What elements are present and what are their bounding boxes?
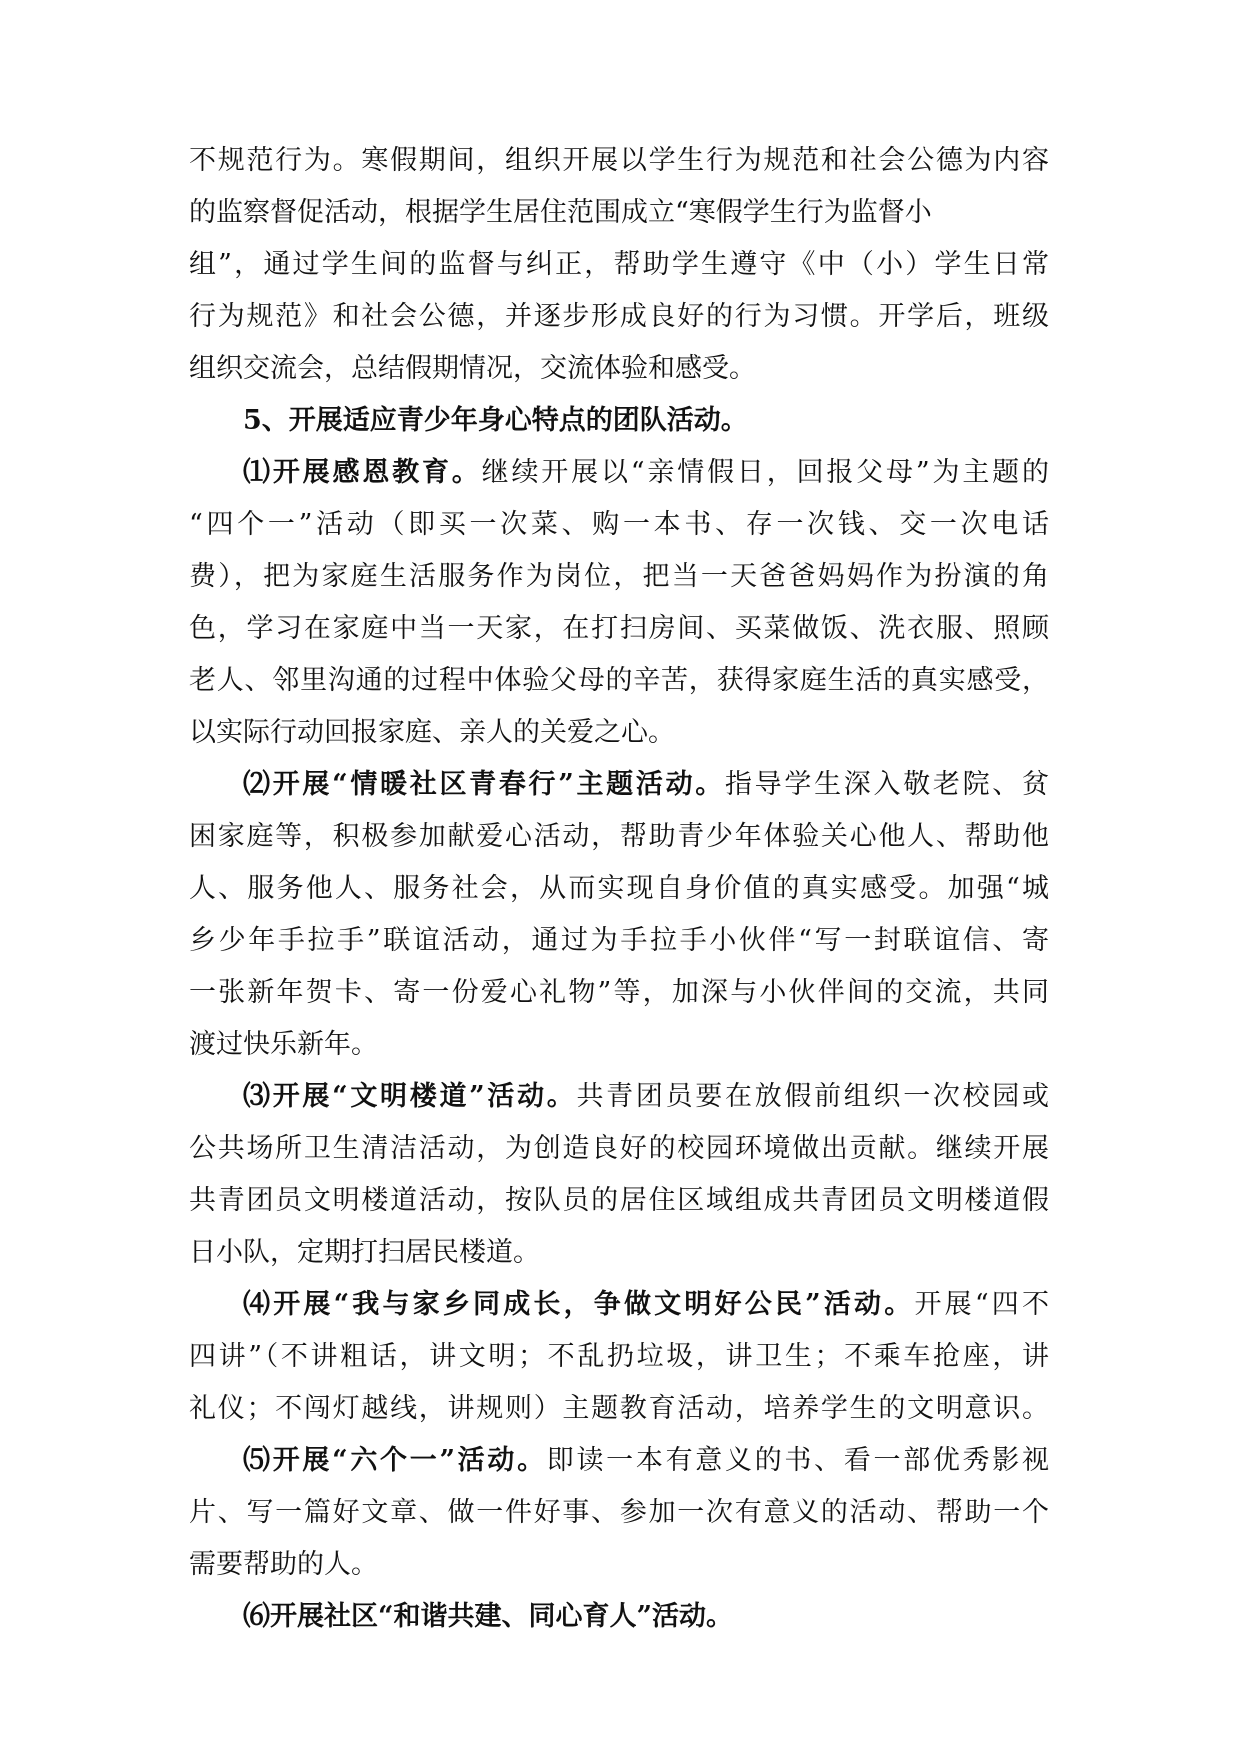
body-text: 费），把为家庭生活服务作为岗位，把当一天爸爸妈妈作为扮演的角	[189, 561, 1049, 592]
body-text: 需要帮助的人。	[189, 1549, 378, 1580]
text-line	[189, 1337, 1049, 1377]
text-line	[243, 453, 1049, 493]
body-text: 行为规范》和社会公德，并逐步形成良好的行为习惯。开学后，班级	[189, 301, 1049, 332]
text-line	[189, 1025, 1049, 1065]
body-text: 开展“四不	[914, 1289, 1049, 1320]
text-line	[189, 297, 1049, 337]
body-text: 困家庭等，积极参加献爱心活动，帮助青少年体验关心他人、帮助他	[189, 821, 1049, 852]
text-line	[189, 141, 1049, 181]
body-text: 指导学生深入敬老院、贫	[724, 769, 1049, 800]
bold-heading-text: ⑸开展“六个一”活动。	[243, 1445, 547, 1476]
text-line	[189, 817, 1049, 857]
body-text: 四讲”（不讲粗话，讲文明；不乱扔垃圾，讲卫生；不乘车抢座，讲	[189, 1341, 1049, 1372]
text-line	[243, 1285, 1049, 1325]
text-line	[243, 1597, 1049, 1637]
body-text: “四个一”活动（即买一次菜、购一本书、存一次钱、交一次电话	[189, 509, 1049, 540]
text-line	[189, 557, 1049, 597]
body-text: 渡过快乐新年。	[189, 1029, 378, 1060]
text-line	[189, 349, 1049, 389]
body-text: 乡少年手拉手”联谊活动，通过为手拉手小伙伴“写一封联谊信、寄	[189, 925, 1049, 956]
text-line	[189, 1545, 1049, 1585]
body-text: 礼仪；不闯灯越线，讲规则）主题教育活动，培养学生的文明意识。	[189, 1393, 1049, 1424]
text-line	[189, 1233, 1049, 1273]
body-text: 以实际行动回报家庭、亲人的关爱之心。	[189, 717, 675, 748]
body-text: 共青团员文明楼道活动，按队员的居住区域组成共青团员文明楼道假	[189, 1185, 1049, 1216]
bold-heading-text: ⑵开展“情暖社区青春行”主题活动。	[243, 769, 725, 800]
text-line	[189, 661, 1049, 701]
text-line	[189, 505, 1049, 545]
body-text: 一张新年贺卡、寄一份爱心礼物”等，加深与小伙伴间的交流，共同	[189, 977, 1049, 1008]
body-text: 公共场所卫生清洁活动，为创造良好的校园环境做出贡献。继续开展	[189, 1133, 1049, 1164]
text-line	[189, 245, 1049, 285]
text-line	[189, 1389, 1049, 1429]
text-line	[189, 713, 1049, 753]
body-text: 老人、邻里沟通的过程中体验父母的辛苦，获得家庭生活的真实感受，	[189, 665, 1049, 696]
text-line	[189, 609, 1049, 649]
text-line	[189, 869, 1049, 909]
text-line	[243, 1077, 1049, 1117]
body-text: 共青团员要在放假前组织一次校园或	[576, 1081, 1049, 1112]
text-line	[243, 401, 1049, 441]
text-line	[189, 1493, 1049, 1533]
bold-heading-text: ⑴开展感恩教育。	[243, 457, 482, 488]
text-line	[243, 765, 1049, 805]
body-text: 日小队，定期打扫居民楼道。	[189, 1237, 540, 1268]
body-text: 即读一本有意义的书、看一部优秀影视	[546, 1445, 1049, 1476]
body-text: 不规范行为。寒假期间，组织开展以学生行为规范和社会公德为内容	[189, 145, 1049, 176]
text-line	[189, 193, 1049, 233]
body-text: 组织交流会，总结假期情况，交流体验和感受。	[189, 353, 756, 384]
bold-heading-text: ⑷开展“我与家乡同成长，争做文明好公民”活动。	[243, 1289, 915, 1320]
bold-heading-text: 5、开展适应青少年身心特点的团队活动。	[243, 405, 748, 436]
body-text: 继续开展以“亲情假日，回报父母”为主题的	[481, 457, 1049, 488]
text-line	[189, 1181, 1049, 1221]
bold-heading-text: ⑹开展社区“和谐共建、同心育人”活动。	[243, 1601, 734, 1632]
text-line	[189, 1129, 1049, 1169]
body-text: 片、写一篇好文章、做一件好事、参加一次有意义的活动、帮助一个	[189, 1497, 1049, 1528]
text-line	[243, 1441, 1049, 1481]
text-line	[189, 921, 1049, 961]
bold-heading-text: ⑶开展“文明楼道”活动。	[243, 1081, 577, 1112]
body-text: 色，学习在家庭中当一天家，在打扫房间、买菜做饭、洗衣服、照顾	[189, 613, 1049, 644]
body-text: 的监察督促活动，根据学生居住范围成立“寒假学生行为监督小	[189, 197, 932, 228]
body-text: 组”，通过学生间的监督与纠正，帮助学生遵守《中（小）学生日常	[189, 249, 1049, 280]
body-text: 人、服务他人、服务社会，从而实现自身价值的真实感受。加强“城	[189, 873, 1049, 904]
text-line	[189, 973, 1049, 1013]
